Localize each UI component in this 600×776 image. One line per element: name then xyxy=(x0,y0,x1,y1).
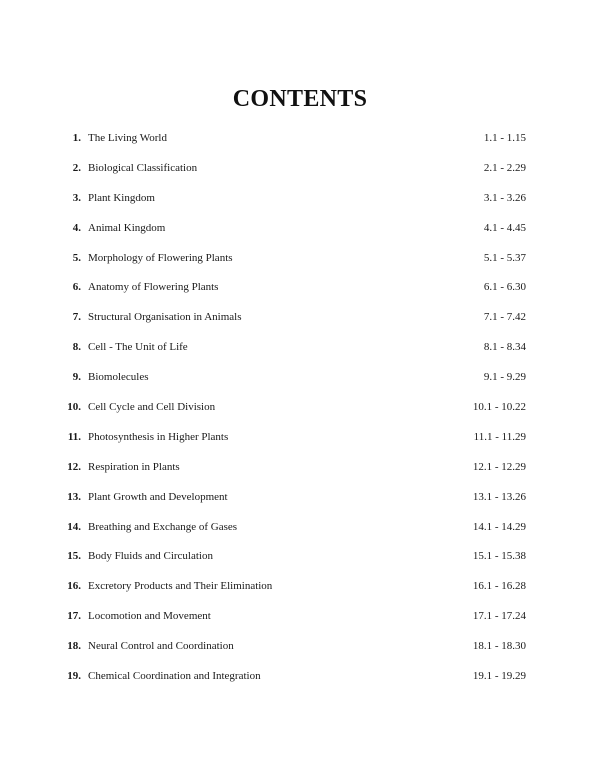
chapter-number: 5. xyxy=(72,251,81,264)
chapter-title: The Living World xyxy=(88,132,167,144)
chapter-title: Neural Control and Coordination xyxy=(88,640,234,653)
chapter-title: Structural Organisation in Animals xyxy=(88,311,242,324)
page-range: 9.1 - 9.29 xyxy=(483,371,526,384)
toc-entry xyxy=(0,275,600,305)
chapter-title: Chemical Coordination and Integration xyxy=(88,670,261,683)
toc-entry xyxy=(0,246,600,276)
page-range: 14.1 - 14.29 xyxy=(472,520,526,533)
toc-entry xyxy=(0,216,600,246)
chapter-title: Cell - The Unit of Life xyxy=(88,341,188,354)
table-of-contents xyxy=(0,126,600,694)
chapter-title: Anatomy of Flowering Plants xyxy=(88,281,219,294)
chapter-number: 18. xyxy=(67,640,81,653)
page-range: 7.1 - 7.42 xyxy=(483,311,526,324)
toc-entry xyxy=(0,634,600,664)
chapter-number: 16. xyxy=(67,580,81,593)
toc-entry xyxy=(0,186,600,216)
toc-entry xyxy=(0,126,600,156)
page-range: 18.1 - 18.30 xyxy=(472,640,526,653)
page-range: 3.1 - 3.26 xyxy=(483,191,526,204)
chapter-number: 9. xyxy=(72,371,81,384)
chapter-title: Morphology of Flowering Plants xyxy=(88,251,233,264)
toc-entry xyxy=(0,365,600,395)
chapter-number: 19. xyxy=(67,670,81,683)
toc-entry xyxy=(0,604,600,634)
page-range: 16.1 - 16.28 xyxy=(472,580,526,593)
toc-entry xyxy=(0,485,600,515)
chapter-title: Plant Growth and Development xyxy=(88,490,228,503)
chapter-number: 4. xyxy=(72,221,81,234)
page-range: 5.1 - 5.37 xyxy=(483,251,526,264)
page-range: 6.1 - 6.30 xyxy=(483,281,526,294)
chapter-number: 2. xyxy=(72,161,81,174)
page-range: 17.1 - 17.24 xyxy=(472,610,526,623)
page-range: 1.1 - 1.15 xyxy=(483,132,526,144)
chapter-number: 10. xyxy=(67,401,81,414)
toc-entry xyxy=(0,515,600,545)
chapter-number: 6. xyxy=(72,281,81,294)
toc-entry xyxy=(0,664,600,694)
chapter-number: 12. xyxy=(67,460,81,473)
chapter-number: 8. xyxy=(72,341,81,354)
toc-entry xyxy=(0,305,600,335)
chapter-title: Plant Kingdom xyxy=(88,191,155,204)
toc-entry xyxy=(0,574,600,604)
page-range: 2.1 - 2.29 xyxy=(483,161,526,174)
chapter-number: 11. xyxy=(67,430,81,443)
chapter-number: 17. xyxy=(67,610,81,623)
chapter-title: Locomotion and Movement xyxy=(88,610,211,623)
chapter-title: Cell Cycle and Cell Division xyxy=(88,401,216,414)
chapter-number: 15. xyxy=(67,550,81,563)
chapter-title: Photosynthesis in Higher Plants xyxy=(88,430,229,443)
chapter-title: Body Fluids and Circulation xyxy=(88,550,213,563)
chapter-number: 13. xyxy=(67,490,81,503)
toc-entry xyxy=(0,544,600,574)
toc-entry xyxy=(0,335,600,365)
page-range: 12.1 - 12.29 xyxy=(472,460,526,473)
page-range: 4.1 - 4.45 xyxy=(483,221,526,234)
toc-entry xyxy=(0,156,600,186)
toc-entry xyxy=(0,455,600,485)
chapter-title: Biological Classification xyxy=(88,161,198,174)
chapter-number: 14. xyxy=(67,520,81,533)
page-range: 8.1 - 8.34 xyxy=(483,341,526,354)
toc-entry xyxy=(0,425,600,455)
chapter-title: Respiration in Plants xyxy=(88,460,180,473)
page-range: 15.1 - 15.38 xyxy=(472,550,526,563)
page-range: 19.1 - 19.29 xyxy=(472,670,526,683)
chapter-title: Excretory Products and Their Elimination xyxy=(88,580,273,593)
chapter-number: 1. xyxy=(72,132,81,144)
page-range: 10.1 - 10.22 xyxy=(472,401,526,414)
chapter-title: Breathing and Exchange of Gases xyxy=(88,520,238,533)
chapter-title: Animal Kingdom xyxy=(88,221,166,234)
page-range: 11.1 - 11.29 xyxy=(473,430,526,443)
chapter-title: Biomolecules xyxy=(88,371,149,384)
page-title: CONTENTS xyxy=(232,86,368,112)
toc-entry xyxy=(0,395,600,425)
chapter-number: 7. xyxy=(72,311,81,324)
chapter-number: 3. xyxy=(72,191,81,204)
page-range: 13.1 - 13.26 xyxy=(472,490,526,503)
